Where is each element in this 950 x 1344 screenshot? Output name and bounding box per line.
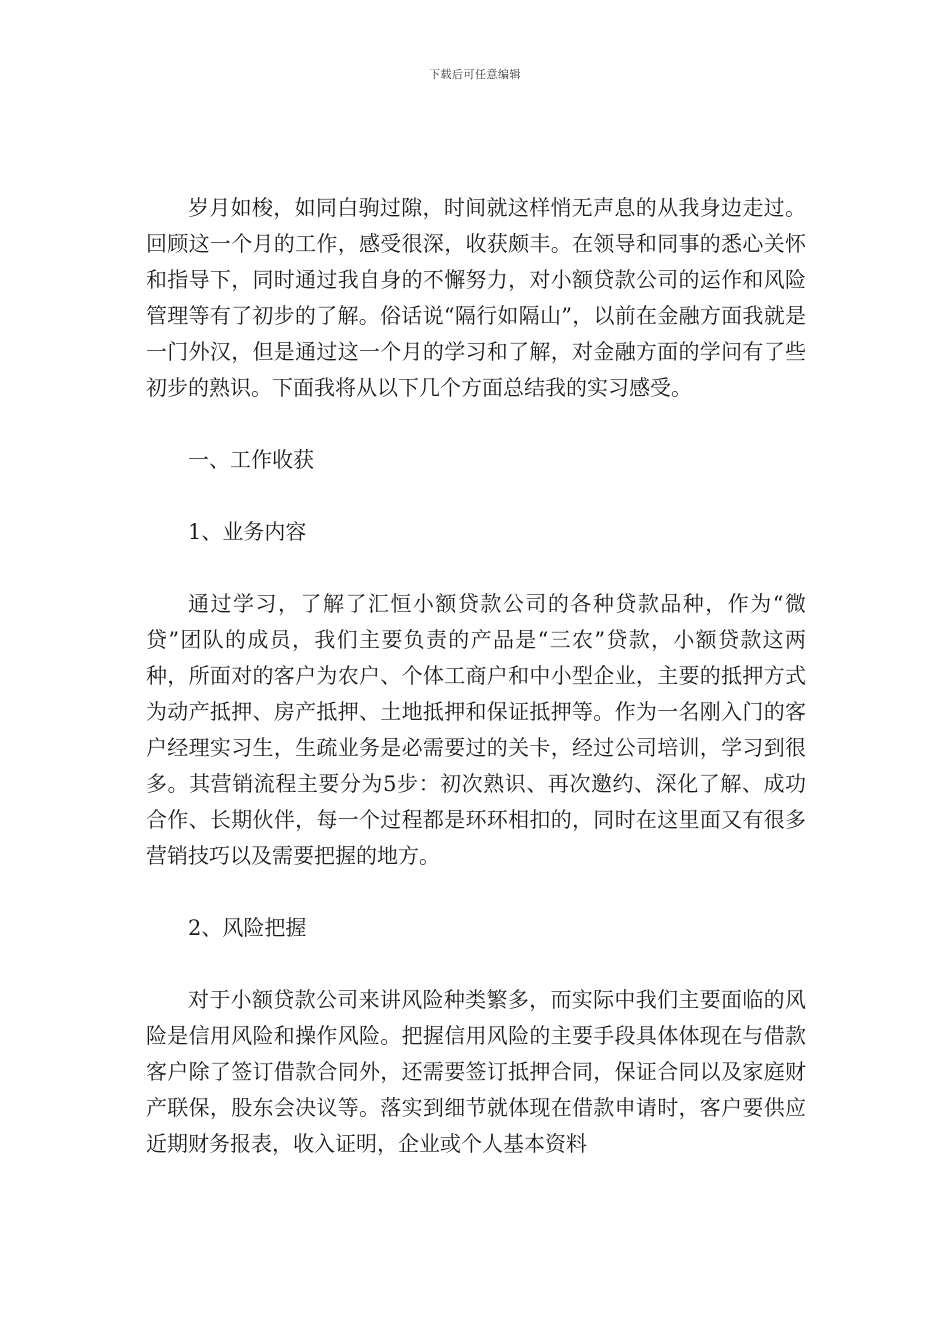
business-paragraph: 通过学习，了解了汇恒小额贷款公司的各种贷款品种，作为“微贷”团队的成员，我们主要负责的产品是“三农”贷款，小额贷款这两种，所面对的客户为农户、个体工商户和中小型企业，主要的抵押方式为动产抵押、房产抵押、土地抵押和保证抵押等。作为一名刚入门的客户经理实习生，生疏业务是必需要过的关卡，经过公司培训，学习到很多。其营销流程主要分为5步：初次熟识、再次邀约、深化了解、成功合作、长期伙伴，每一个过程都是环环相扣的，同时在这里面又有很多营销技巧以及需要把握的地方。 [146,592,806,868]
subsection-heading-risk: 2、风险把握 [188,916,307,940]
risk-paragraph: 对于小额贷款公司来讲风险种类繁多，而实际中我们主要面临的风险是信用风险和操作风险。把握信用风险的主要手段具体体现在与借款客户除了签订借款合同外，还需要签订抵押合同，保证合同以及家庭财产联保，股东会决议等。落实到细节就体现在借款申请时，客户要供应近期财务报表，收入证明，企业或个人基本资料 [146,988,806,1156]
subsection-heading-business: 1、业务内容 [188,520,307,544]
page-header: 下载后可任意编辑 [429,68,521,81]
section-heading-work-gains: 一、工作收获 [188,448,314,472]
intro-paragraph: 岁月如梭，如同白驹过隙，时间就这样悄无声息的从我身边走过。回顾这一个月的工作，感受很深，收获颇丰。在领导和同事的悉心关怀和指导下，同时通过我自身的不懈努力，对小额贷款公司的运作和风险管理等有了初步的了解。俗话说“隔行如隔山”，以前在金融方面我就是一门外汉，但是通过这一个月的学习和了解，对金融方面的学问有了些初步的熟识。下面我将从以下几个方面总结我的实习感受。 [146,196,806,400]
document-body [146,190,806,1162]
